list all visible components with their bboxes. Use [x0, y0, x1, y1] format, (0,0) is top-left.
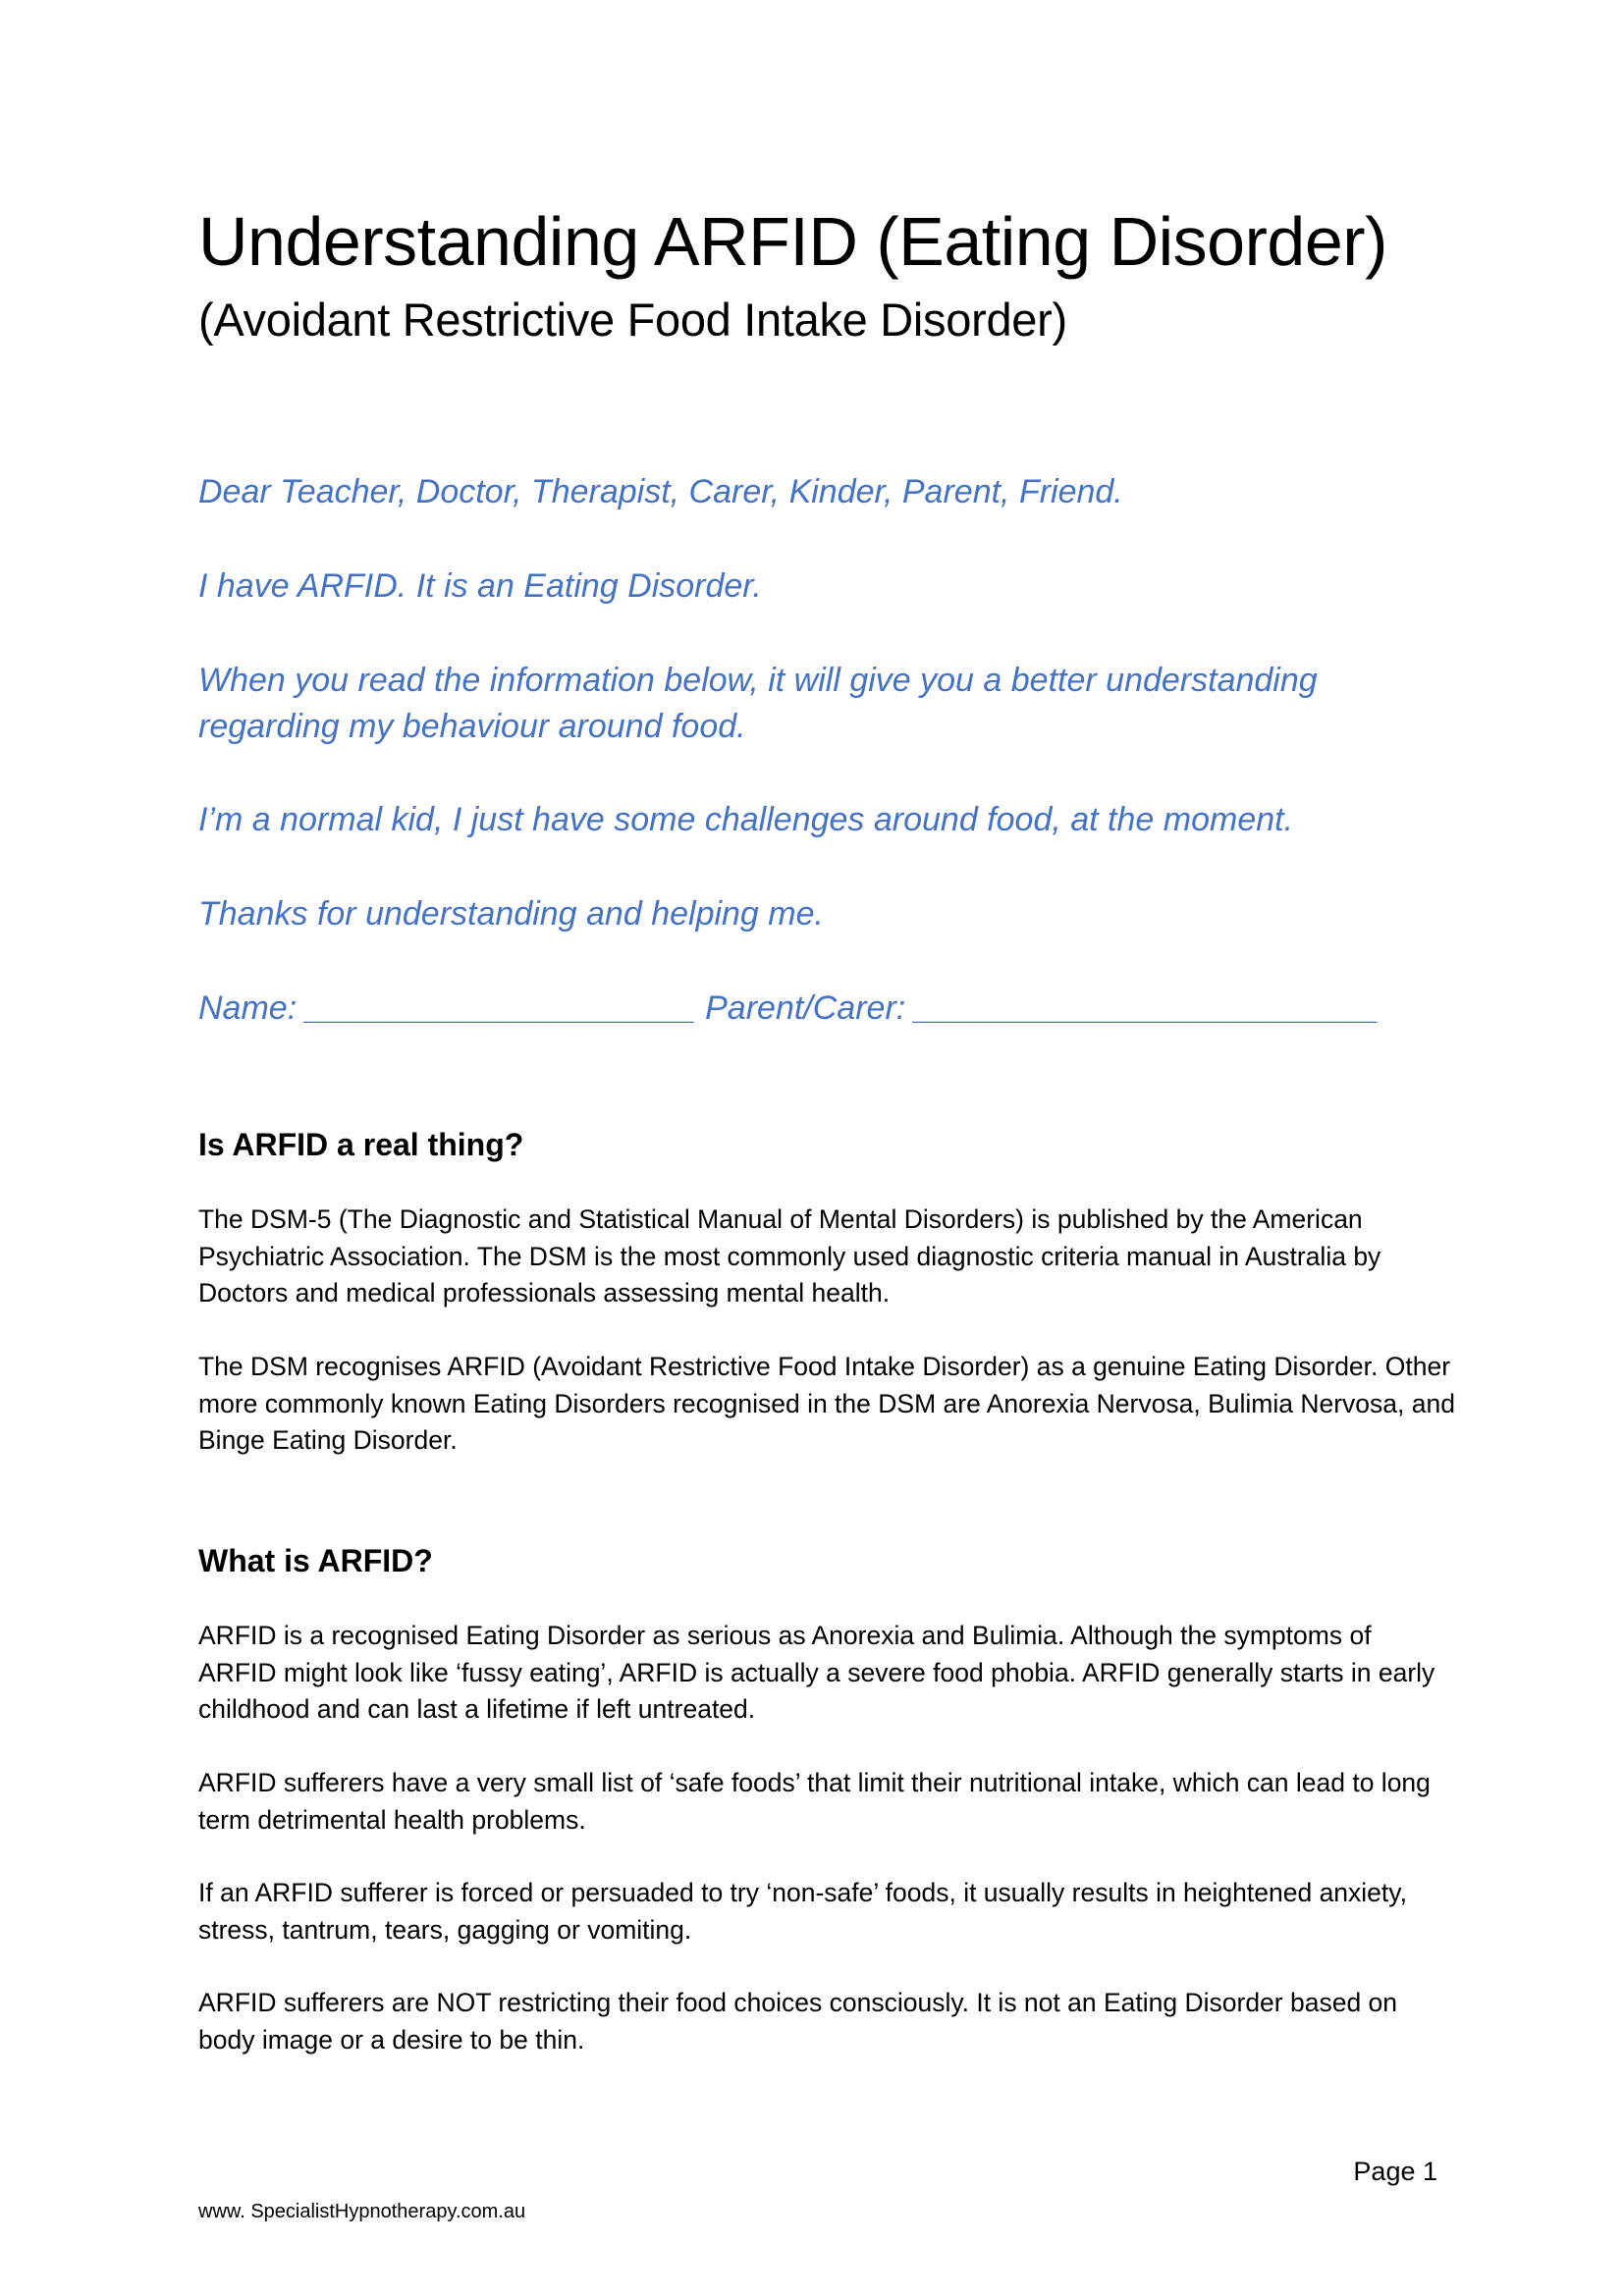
letter-greeting: Dear Teacher, Doctor, Therapist, Carer, Kinder, Parent, Friend. [198, 473, 1123, 510]
section2-paragraph-1: ARFID is a recognised Eating Disorder as serious as Anorexia and Bulimia. Although the symptoms of ARFID might look like ‘fussy eating’, ARFID is actually a severe food phobia. ARFID generally starts in early childhood and can last a lifetime if left untreated. [198, 1621, 1435, 1724]
letter-line-2: When you read the information below, it will give you a better understanding regarding my behaviour around food. [198, 662, 1318, 745]
document-title: Understanding ARFID (Eating Disorder) [198, 203, 1387, 280]
section2-paragraph-3: If an ARFID sufferer is forced or persuaded to try ‘non-safe’ foods, it usually results in heightened anxiety, stress, tantrum, tears, gagging or vomiting. [198, 1878, 1407, 1945]
section-heading-what-is: What is ARFID? [198, 1543, 433, 1578]
letter-line-4: Thanks for understanding and helping me. [198, 895, 824, 933]
letter-line-1: I have ARFID. It is an Eating Disorder. [198, 567, 762, 605]
section2-paragraph-2: ARFID sufferers have a very small list of ‘safe foods’ that limit their nutritional intake, which can lead to long term detrimental health problems. [198, 1768, 1431, 1835]
section2-paragraph-4: ARFID sufferers are NOT restricting their food choices consciously. It is not an Eating Disorder based on body image or a desire to be thin. [198, 1988, 1398, 2055]
section1-paragraph-1: The DSM-5 (The Diagnostic and Statistical Manual of Mental Disorders) is published by the American Psychiatric Association. The DSM is the most commonly used diagnostic criteria manual in Australia by Doctors and medical professionals assessing mental health. [198, 1204, 1381, 1308]
document-subtitle: (Avoidant Restrictive Food Intake Disorder) [198, 294, 1067, 346]
section1-paragraph-2: The DSM recognises ARFID (Avoidant Restrictive Food Intake Disorder) as a genuine Eating Disorder. Other more commonly known Eating Disorders recognised in the DSM are Anorexia Nervosa, Bulimia Nervosa, and Binge Eating Disorder. [198, 1352, 1455, 1455]
signature-line: Name: _____________________ Parent/Carer: _________________________ [198, 989, 1380, 1027]
page-number: Page 1 [1353, 2157, 1437, 2186]
section-heading-real-thing: Is ARFID a real thing? [198, 1127, 524, 1162]
footer-website: www. SpecialistHypnotherapy.com.au [198, 2201, 526, 2222]
letter-line-3: I’m a normal kid, I just have some challenges around food, at the moment. [198, 801, 1294, 838]
